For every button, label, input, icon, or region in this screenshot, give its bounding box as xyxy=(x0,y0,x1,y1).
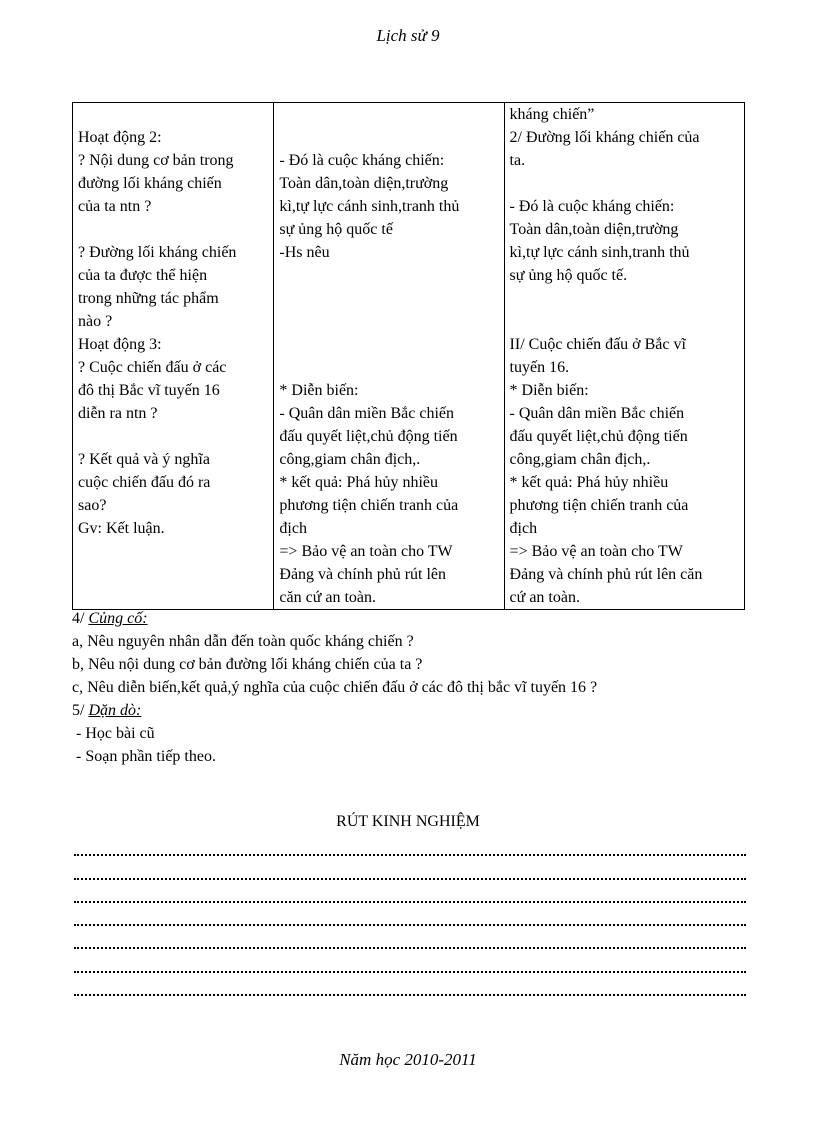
activity-line xyxy=(78,103,269,126)
activity-line: của ta được thể hiện xyxy=(78,267,208,284)
student-line xyxy=(279,80,499,103)
dando-item: - Học bài cũ xyxy=(72,725,155,742)
section-number: 5/ xyxy=(72,702,89,719)
activity-line: của ta ntn ? xyxy=(78,198,152,215)
content-line: => Bảo vệ an toàn cho TW xyxy=(509,543,683,560)
content-line: cứ an toàn. xyxy=(509,589,580,606)
student-line: Đảng và chính phủ rút lên xyxy=(279,566,447,583)
student-line xyxy=(279,287,499,310)
cungco-item: b, Nêu nội dung cơ bản đường lối kháng chiến của ta ? xyxy=(72,656,423,673)
student-line xyxy=(279,333,499,356)
dando-item: - Soạn phần tiếp theo. xyxy=(72,748,216,765)
student-line xyxy=(279,103,499,126)
cungco-item: a, Nêu nguyên nhân dẫn đến toàn quốc kháng chiến ? xyxy=(72,633,414,650)
content-line: ta. xyxy=(509,152,526,169)
activity-line: ? Đường lối kháng chiến xyxy=(78,244,237,261)
activity-line: nào ? xyxy=(78,313,113,330)
student-line: căn cứ an toàn. xyxy=(279,589,377,606)
activity-line: đường lối kháng chiến xyxy=(78,175,222,192)
rut-kinh-nghiem-lines xyxy=(74,838,746,1001)
content-line: * kết quả: Phá hủy nhiều xyxy=(509,474,669,491)
student-line: -Hs nêu xyxy=(279,244,330,261)
page-footer: Năm học 2010-2011 xyxy=(339,1050,477,1069)
activity-line: đô thị Bắc vĩ tuyến 16 xyxy=(78,382,220,399)
activity-line: Hoạt động 2: xyxy=(78,129,162,146)
dotted-line xyxy=(74,838,746,861)
student-line xyxy=(279,264,499,287)
content-line xyxy=(510,310,740,333)
dotted-line xyxy=(74,978,746,1001)
page-header: Lịch sử 9 xyxy=(376,26,440,45)
content-line: II/ Cuộc chiến đấu ở Bắc vĩ xyxy=(509,336,686,353)
section-number: 4/ xyxy=(72,610,89,627)
content-line: - Đó là cuộc kháng chiến: xyxy=(509,198,675,215)
activity-line: ? Kết quả và ý nghĩa xyxy=(78,451,210,468)
activity-line: Hoạt động 3: xyxy=(78,336,162,353)
content-line: tuyến 16. xyxy=(509,359,570,376)
activity-line: sao? xyxy=(78,497,107,514)
student-line: địch xyxy=(279,520,307,537)
student-line: - Quân dân miền Bắc chiến xyxy=(279,405,454,422)
dotted-line xyxy=(74,908,746,931)
content-line: công,giam chân địch,. xyxy=(509,451,651,468)
student-line: Toàn dân,toàn diện,trường xyxy=(279,175,449,192)
dando-title: Dặn dò: xyxy=(88,702,142,719)
lesson-table xyxy=(72,102,745,610)
activity-line: cuộc chiến đấu đó ra xyxy=(78,474,211,491)
content-line: địch xyxy=(509,520,538,537)
content-line xyxy=(510,287,740,310)
dando-heading xyxy=(72,699,752,722)
content-column xyxy=(504,103,744,610)
student-line xyxy=(279,356,499,379)
teacher-student-activity-column xyxy=(73,103,274,610)
student-activity-column xyxy=(274,103,504,610)
student-line xyxy=(279,126,499,149)
student-line: - Đó là cuộc kháng chiến: xyxy=(279,152,445,169)
content-line: kì,tự lực cánh sinh,tranh thủ xyxy=(509,244,690,261)
content-line: sự ủng hộ quốc tế. xyxy=(509,267,628,284)
activity-line: ? Cuộc chiến đấu ở các xyxy=(78,359,227,376)
activity-line xyxy=(78,425,269,448)
student-line: đấu quyết liệt,chủ động tiến xyxy=(279,428,458,445)
activity-line: Gv: Kết luận. xyxy=(78,520,165,537)
activity-line: trong những tác phẩm xyxy=(78,290,219,307)
student-line: => Bảo vệ an toàn cho TW xyxy=(279,543,453,560)
student-line: phương tiện chiến tranh của xyxy=(279,497,459,514)
activity-line: diễn ra ntn ? xyxy=(78,405,158,422)
activity-line xyxy=(78,218,269,241)
content-line: * Diễn biến: xyxy=(509,382,589,399)
cungco-title: Củng cố: xyxy=(88,610,148,627)
dotted-line xyxy=(74,885,746,908)
dotted-line xyxy=(74,861,746,884)
student-line xyxy=(279,310,499,333)
cungco-heading xyxy=(72,607,752,630)
student-line: công,giam chân địch,. xyxy=(279,451,421,468)
content-line: Toàn dân,toàn diện,trường xyxy=(509,221,679,238)
activity-line: ? Nội dung cơ bản trong xyxy=(78,152,234,169)
content-line: kháng chiến” xyxy=(509,106,595,123)
lesson-summary xyxy=(72,607,752,768)
content-line: đấu quyết liệt,chủ động tiến xyxy=(509,428,688,445)
content-line: phương tiện chiến tranh của xyxy=(509,497,689,514)
content-line: 2/ Đường lối kháng chiến của xyxy=(509,129,700,146)
content-line: Đảng và chính phủ rút lên căn xyxy=(509,566,703,583)
dotted-line xyxy=(74,954,746,977)
student-line: * Diễn biến: xyxy=(279,382,359,399)
student-line: * kết quả: Phá hủy nhiều xyxy=(279,474,439,491)
student-line: kì,tự lực cánh sinh,tranh thủ xyxy=(279,198,460,215)
content-line xyxy=(510,172,740,195)
dotted-line xyxy=(74,931,746,954)
content-line: - Quân dân miền Bắc chiến xyxy=(509,405,685,422)
student-line: sự ủng hộ quốc tế xyxy=(279,221,393,238)
rut-kinh-nghiem-title: RÚT KINH NGHIỆM xyxy=(336,813,480,830)
cungco-item: c, Nêu diễn biến,kết quả,ý nghĩa của cuộc chiến đấu ở các đô thị bắc vĩ tuyến 16 ? xyxy=(72,679,598,696)
